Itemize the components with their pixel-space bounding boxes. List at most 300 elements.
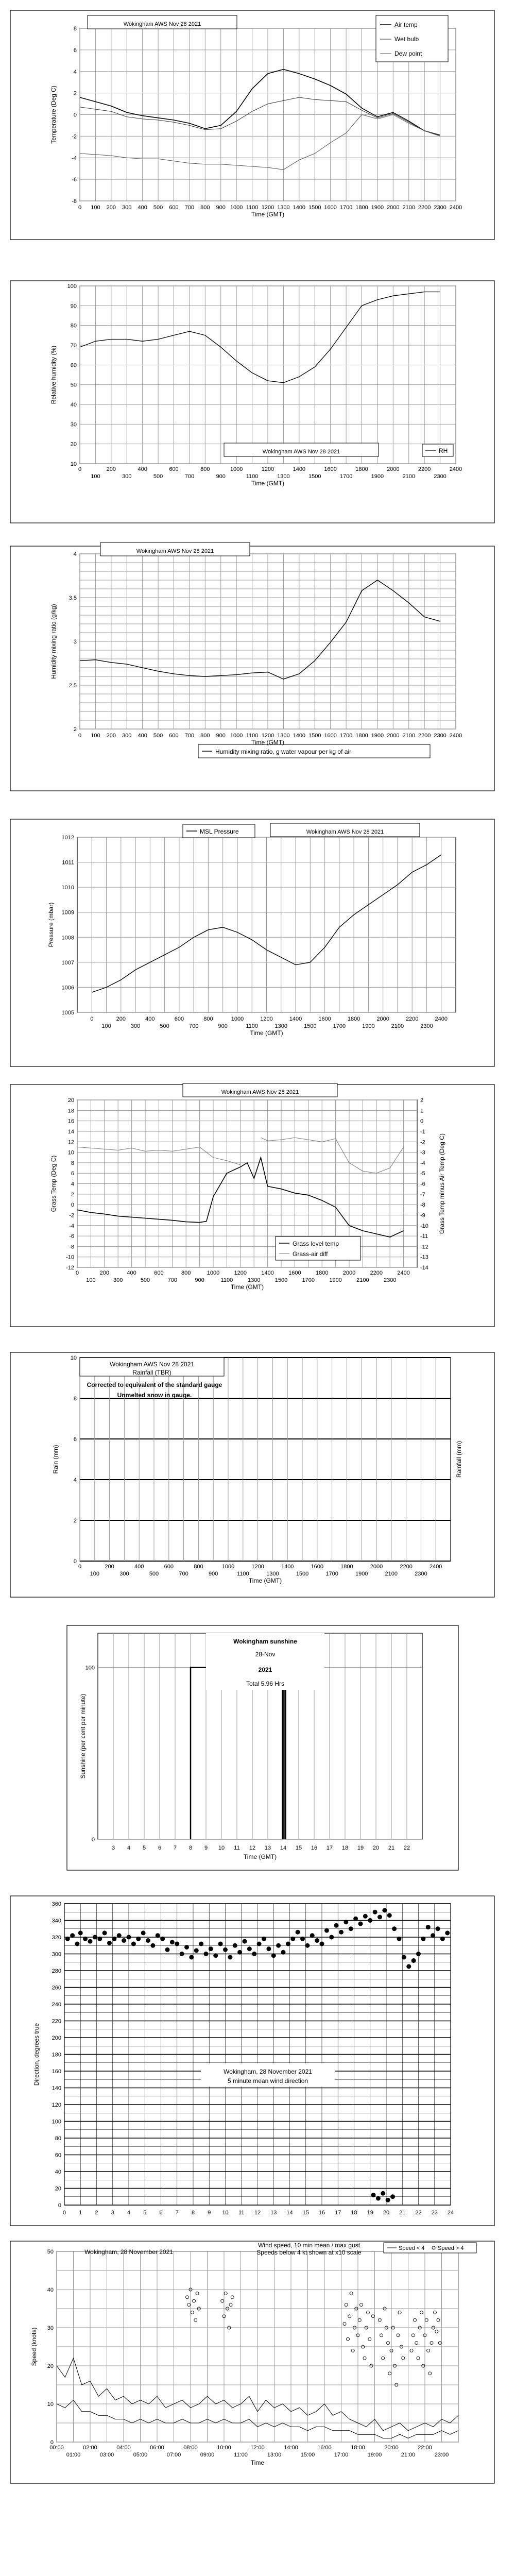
x-tick-label: 6 [158, 1845, 162, 1851]
direction-point [237, 1950, 242, 1955]
direction-point [349, 1926, 353, 1931]
humidity-chart [10, 281, 494, 523]
direction-point [363, 1914, 368, 1919]
x-tick-label: 2100 [356, 1277, 369, 1283]
x-tick-label: 2100 [402, 733, 415, 739]
y-tick-label: 100 [67, 283, 77, 290]
y-tick-label: 90 [70, 303, 77, 310]
y-right-tick-label: -3 [420, 1149, 425, 1156]
y-axis-label: Sunshine (per cent per minute) [79, 1693, 87, 1779]
x-tick-label: 800 [181, 1270, 191, 1276]
y-right-tick-label: 1 [420, 1108, 424, 1114]
x-tick-label: 1300 [277, 205, 290, 211]
y-tick-label: 14 [67, 1128, 74, 1135]
x-tick-label: 2400 [449, 466, 462, 472]
direction-point [329, 1935, 334, 1940]
x-tick-label: 2000 [376, 1016, 389, 1022]
direction-point [122, 1938, 126, 1943]
y-right-axis-label: Grass Temp minus Air Temp (Deg C) [438, 1133, 445, 1234]
x-tick-label: 700 [184, 473, 195, 480]
x-tick-label: 23 [431, 2210, 438, 2216]
x-tick-label: 1500 [304, 1023, 317, 1029]
x-tick-label: 300 [122, 733, 132, 739]
direction-point [436, 1926, 440, 1931]
x-tick-label: 1900 [371, 205, 384, 211]
x-tick-label: 1700 [325, 1571, 338, 1577]
y-tick-label: 8 [73, 1396, 77, 1402]
direction-point [117, 1933, 122, 1938]
x-tick-label: 1500 [308, 473, 321, 480]
direction-point [243, 1939, 247, 1944]
legend-label: Air temp [394, 21, 418, 28]
x-tick-label: 600 [154, 1270, 164, 1276]
direction-point [416, 1952, 421, 1956]
x-tick-label: 1 [79, 2210, 82, 2216]
x-tick-label: 1000 [231, 1016, 244, 1022]
direction-point [184, 1945, 189, 1950]
x-tick-label: 8 [191, 2210, 195, 2216]
x-tick-label: 21 [399, 2210, 406, 2216]
direction-point [88, 1939, 93, 1944]
x-tick-label: 1400 [261, 1270, 274, 1276]
x-tick-label: 200 [106, 466, 116, 472]
x-tick-label: 21 [388, 1845, 395, 1851]
direction-point [218, 1942, 223, 1946]
y-tick-label: -8 [72, 198, 77, 205]
x-tick-label: 14 [280, 1845, 287, 1851]
y-tick-label: 30 [70, 421, 77, 428]
direction-point [112, 1937, 116, 1941]
y-tick-label: 10 [67, 1149, 74, 1156]
y-tick-label: 300 [52, 1951, 61, 1958]
x-tick-label: 1300 [266, 1571, 279, 1577]
x-tick-label: 900 [216, 205, 226, 211]
x-tick-label: 16 [318, 2210, 325, 2216]
y-tick-label: 280 [52, 1968, 61, 1974]
direction-point [131, 1942, 136, 1946]
x-tick-label: 12 [254, 2210, 261, 2216]
x-tick-label: 5 [142, 1845, 146, 1851]
y-tick-label: -4 [69, 1223, 74, 1229]
y-tick-label: 2 [73, 726, 77, 733]
chart-title: Wokingham AWS Nov 28 2021 [123, 21, 201, 27]
x-tick-label: 14:00 [284, 2445, 298, 2451]
y-right-tick-label: -7 [420, 1191, 425, 1198]
x-tick-label: 1400 [293, 733, 306, 739]
y-tick-label: -8 [69, 1244, 74, 1250]
x-tick-label: 800 [200, 466, 210, 472]
x-tick-label: 07:00 [166, 2452, 181, 2458]
direction-point [440, 1937, 445, 1941]
x-tick-label: 8 [188, 1845, 193, 1851]
chart-title: Wokingham AWS Nov 28 2021 [136, 548, 214, 554]
x-tick-label: 900 [195, 1277, 204, 1283]
x-tick-label: 2400 [449, 205, 462, 211]
direction-point [266, 1946, 271, 1951]
x-tick-label: 2400 [429, 1564, 442, 1570]
x-tick-label: 600 [169, 466, 179, 472]
x-tick-label: 100 [90, 1571, 99, 1577]
direction-point [199, 1942, 203, 1946]
direction-point [431, 1933, 435, 1938]
x-tick-label: 14 [286, 2210, 293, 2216]
y-tick-label: 12 [67, 1139, 74, 1146]
direction-point [136, 1937, 141, 1941]
chart-title: Wokingham AWS Nov 28 2021 [262, 449, 340, 455]
y-tick-label: 0 [73, 1558, 77, 1565]
x-tick-label: 0 [62, 2210, 66, 2216]
direction-point [233, 1943, 237, 1948]
x-tick-label: 100 [91, 473, 100, 480]
x-tick-label: 19 [367, 2210, 373, 2216]
direction-point [257, 1942, 262, 1946]
x-tick-label: 900 [216, 733, 226, 739]
y-right-tick-label: -8 [420, 1202, 425, 1209]
x-tick-label: 400 [138, 466, 147, 472]
x-tick-label: 2000 [387, 733, 400, 739]
y-axis-label: Rain (mm) [52, 1445, 59, 1474]
x-tick-label: 17:00 [334, 2452, 349, 2458]
x-tick-label: 2400 [435, 1016, 448, 1022]
legend-label: MSL Pressure [200, 828, 239, 835]
x-tick-label: 16 [311, 1845, 318, 1851]
direction-point [387, 1913, 392, 1918]
y-tick-label: 200 [52, 2035, 61, 2041]
x-tick-label: 12 [249, 1845, 256, 1851]
direction-point [377, 1915, 382, 1920]
y-axis-label: Direction, degrees true [33, 2023, 40, 2086]
y-tick-label: 0 [58, 2202, 61, 2209]
x-axis-label: Time (GMT) [243, 1853, 277, 1860]
direction-point [445, 1930, 450, 1935]
y-tick-label: -12 [66, 1265, 74, 1271]
y-tick-label: 1011 [62, 859, 74, 866]
x-tick-label: 20 [372, 1845, 380, 1851]
y-tick-label: 30 [47, 2325, 54, 2331]
direction-point [271, 1953, 276, 1958]
y-tick-label: 2 [73, 1518, 77, 1524]
x-tick-label: 22 [403, 1845, 410, 1851]
direction-point [353, 1917, 358, 1921]
x-tick-label: 2300 [434, 733, 447, 739]
direction-point [296, 1930, 300, 1935]
x-tick-label: 2400 [449, 733, 462, 739]
x-tick-label: 200 [99, 1270, 109, 1276]
x-tick-label: 600 [169, 733, 179, 739]
y-tick-label: -6 [72, 177, 77, 183]
y-right-tick-label: -1 [420, 1128, 425, 1135]
x-tick-label: 7 [175, 2210, 179, 2216]
x-tick-label: 2000 [342, 1270, 356, 1276]
x-tick-label: 1500 [308, 733, 321, 739]
direction-point [392, 1926, 397, 1931]
x-axis-label: Time (GMT) [251, 739, 285, 746]
x-axis-label: Time [250, 2459, 265, 2466]
direction-point [213, 1953, 218, 1958]
x-tick-label: 100 [101, 1023, 111, 1029]
y-tick-label: 20 [70, 441, 77, 448]
x-tick-label: 10:00 [217, 2445, 231, 2451]
rain-note: Corrected to equivalent of the standard gauge [87, 1381, 222, 1388]
y-tick-label: -10 [66, 1254, 74, 1261]
y-tick-label: 1008 [61, 935, 74, 941]
x-tick-label: 2100 [385, 1571, 398, 1577]
y-tick-label: 6 [71, 1171, 74, 1177]
y-tick-label: 4 [73, 69, 77, 75]
y-tick-label: 2 [71, 1191, 74, 1198]
x-tick-label: 1100 [246, 1023, 259, 1029]
x-tick-label: 1500 [308, 205, 321, 211]
x-tick-label: 20 [383, 2210, 390, 2216]
direction-point [382, 1908, 387, 1913]
x-tick-label: 700 [184, 733, 195, 739]
direction-point [381, 2191, 385, 2196]
x-tick-label: 1400 [289, 1016, 302, 1022]
x-tick-label: 500 [153, 733, 163, 739]
direction-point [344, 1920, 348, 1924]
x-tick-label: 11 [238, 2210, 245, 2216]
legend-label: Grass-air diff [293, 1250, 328, 1258]
x-tick-label: 300 [122, 205, 132, 211]
x-tick-label: 700 [184, 205, 195, 211]
y-tick-label: 16 [67, 1118, 74, 1125]
x-tick-label: 1900 [371, 473, 384, 480]
legend-label: Wet bulb [394, 36, 419, 43]
y-right-tick-label: -2 [420, 1139, 425, 1146]
direction-point [276, 1943, 281, 1948]
x-tick-label: 1200 [261, 466, 274, 472]
x-tick-label: 1100 [220, 1277, 233, 1283]
x-tick-label: 1200 [261, 205, 274, 211]
y-tick-label: -6 [69, 1233, 74, 1240]
direction-point [78, 1930, 83, 1935]
direction-point [165, 1947, 170, 1952]
x-tick-label: 2000 [370, 1564, 383, 1570]
x-tick-label: 800 [194, 1564, 203, 1570]
x-tick-label: 1800 [355, 205, 368, 211]
y-tick-label: 140 [52, 2085, 61, 2092]
chart-subtitle: 5 minute mean wind direction [227, 2077, 308, 2084]
x-tick-label: 1800 [340, 1564, 353, 1570]
x-tick-label: 17 [335, 2210, 341, 2216]
direction-point [334, 1923, 339, 1928]
x-tick-label: 1400 [293, 205, 306, 211]
y-tick-label: 20 [47, 2363, 54, 2369]
y-axis-label: Speed (knots) [30, 2327, 38, 2366]
x-tick-label: 18 [341, 1845, 349, 1851]
x-tick-label: 1600 [324, 205, 337, 211]
x-tick-label: 1300 [277, 473, 290, 480]
y-tick-label: 180 [52, 2052, 61, 2058]
x-tick-label: 19:00 [367, 2452, 382, 2458]
direction-point [386, 2198, 390, 2202]
x-tick-label: 600 [169, 205, 179, 211]
direction-point [339, 1930, 344, 1935]
x-tick-label: 600 [164, 1564, 174, 1570]
x-tick-label: 1000 [207, 1270, 220, 1276]
x-tick-label: 13:00 [267, 2452, 282, 2458]
y-right-tick-label: 2 [420, 1097, 424, 1104]
direction-point [180, 1952, 184, 1956]
x-tick-label: 16:00 [317, 2445, 332, 2451]
y-right-tick-label: -6 [420, 1181, 425, 1188]
x-tick-label: 10 [222, 2210, 229, 2216]
direction-point [65, 1937, 70, 1941]
x-tick-label: 1600 [288, 1270, 301, 1276]
x-tick-label: 300 [113, 1277, 123, 1283]
y-tick-label: 260 [52, 1985, 61, 1991]
x-tick-label: 1700 [339, 733, 353, 739]
y-tick-label: -2 [72, 133, 77, 140]
x-tick-label: 100 [91, 733, 100, 739]
direction-point [281, 1950, 286, 1955]
x-tick-label: 15 [302, 2210, 309, 2216]
y-tick-label: 20 [55, 2185, 61, 2192]
sunshine-chart [67, 1625, 458, 1870]
x-tick-label: 400 [127, 1270, 136, 1276]
direction-point [315, 1938, 319, 1943]
x-tick-label: 200 [116, 1016, 126, 1022]
y-tick-label: -4 [72, 155, 77, 162]
x-tick-label: 15 [295, 1845, 302, 1851]
y-tick-label: 4 [73, 551, 77, 557]
x-tick-label: 1100 [246, 205, 259, 211]
y-tick-label: 320 [52, 1935, 61, 1941]
x-tick-label: 1800 [315, 1270, 329, 1276]
x-tick-label: 1100 [246, 733, 259, 739]
direction-point [368, 1918, 372, 1923]
y-tick-label: 240 [52, 2002, 61, 2008]
x-tick-label: 0 [90, 1016, 94, 1022]
x-tick-label: 2100 [402, 205, 415, 211]
direction-point [310, 1933, 315, 1938]
direction-point [376, 2196, 381, 2201]
x-tick-label: 2000 [387, 466, 400, 472]
x-tick-label: 200 [106, 205, 116, 211]
x-tick-label: 400 [134, 1564, 144, 1570]
x-tick-label: 2300 [383, 1277, 397, 1283]
y-tick-label: 50 [70, 382, 77, 388]
chart-title: Wokingham sunshine [233, 1638, 297, 1645]
x-tick-label: 1000 [230, 466, 243, 472]
chart-subtitle: Rainfall (TBR) [132, 1369, 171, 1376]
x-tick-label: 1600 [318, 1016, 331, 1022]
y-tick-label: 3 [73, 639, 77, 645]
direction-point [324, 1928, 329, 1933]
y-tick-label: 2.5 [68, 683, 77, 689]
chart-title: Wokingham AWS Nov 28 2021 [306, 829, 384, 835]
x-tick-label: 2100 [402, 473, 415, 480]
direction-point [141, 1930, 146, 1935]
y-axis-label: Relative humidity (%) [50, 345, 57, 404]
chart-title: Wokingham, 28 November 2021 [84, 2248, 173, 2256]
chart-subtitle: Speeds below 4 kt shown at x10 scale [256, 2249, 362, 2256]
x-tick-label: 200 [105, 1564, 114, 1570]
x-tick-label: 13 [264, 1845, 271, 1851]
y-tick-label: 6 [73, 47, 77, 54]
x-tick-label: 2200 [405, 1016, 419, 1022]
x-tick-label: 1900 [362, 1023, 375, 1029]
direction-point [373, 1910, 377, 1914]
x-tick-label: 1300 [274, 1023, 288, 1029]
x-tick-label: 1600 [324, 466, 337, 472]
x-tick-label: 11 [234, 1845, 240, 1851]
x-tick-label: 300 [119, 1571, 129, 1577]
y-tick-label: 4 [71, 1181, 74, 1188]
x-tick-label: 1300 [277, 733, 290, 739]
direction-point [406, 1964, 411, 1969]
x-tick-label: 9 [204, 1845, 208, 1851]
x-tick-label: 5 [143, 2210, 147, 2216]
x-tick-label: 700 [167, 1277, 177, 1283]
x-tick-label: 1800 [355, 733, 368, 739]
x-tick-label: 900 [209, 1571, 218, 1577]
x-tick-label: 1000 [230, 733, 243, 739]
y-right-tick-label: -10 [420, 1223, 428, 1229]
legend-label: Speed > 4 [438, 2245, 464, 2251]
x-tick-label: 1900 [329, 1277, 342, 1283]
y-tick-label: 1010 [61, 885, 74, 891]
x-tick-label: 0 [78, 1564, 82, 1570]
x-tick-label: 100 [86, 1277, 96, 1283]
y-tick-label: 1007 [61, 959, 74, 966]
direction-point [189, 1955, 194, 1960]
y-tick-label: 20 [67, 1097, 74, 1104]
direction-point [262, 1937, 266, 1941]
x-axis-label: Time (GMT) [230, 1283, 264, 1291]
chart-subtitle: Wind speed, 10 min mean / max gust [258, 2242, 360, 2249]
x-tick-label: 3 [111, 2210, 114, 2216]
y-axis-label: Grass Temp (Deg C) [50, 1155, 57, 1212]
direction-point [305, 1943, 310, 1948]
x-tick-label: 700 [188, 1023, 199, 1029]
direction-point [83, 1937, 88, 1941]
x-tick-label: 1100 [236, 1571, 249, 1577]
chart-date: 28-Nov [255, 1651, 276, 1658]
x-tick-label: 22 [415, 2210, 422, 2216]
x-tick-label: 1500 [274, 1277, 288, 1283]
x-tick-label: 1700 [339, 205, 353, 211]
y-tick-label: 8 [73, 26, 77, 32]
x-tick-label: 0 [78, 466, 82, 472]
x-tick-label: 500 [149, 1571, 159, 1577]
y-tick-label: 40 [70, 402, 77, 408]
x-tick-label: 20:00 [384, 2445, 399, 2451]
x-tick-label: 1300 [247, 1277, 261, 1283]
x-tick-label: 22:00 [418, 2445, 432, 2451]
x-tick-label: 1200 [234, 1270, 247, 1276]
x-tick-label: 1500 [296, 1571, 309, 1577]
x-tick-label: 0 [78, 205, 82, 211]
x-tick-label: 800 [200, 733, 210, 739]
y-tick-label: 1005 [61, 1010, 74, 1016]
x-tick-label: 2300 [434, 473, 447, 480]
x-tick-label: 1000 [230, 205, 243, 211]
x-tick-label: 300 [122, 473, 132, 480]
y-tick-label: 2 [73, 90, 77, 97]
y-right-tick-label: -11 [420, 1233, 428, 1240]
x-tick-label: 800 [200, 205, 210, 211]
x-tick-label: 200 [106, 733, 116, 739]
x-tick-label: 500 [153, 205, 163, 211]
x-tick-label: 500 [140, 1277, 150, 1283]
y-tick-label: 10 [70, 461, 77, 467]
x-tick-label: 15:00 [300, 2452, 315, 2458]
chart-title: Wokingham, 28 November 2021 [224, 2068, 312, 2075]
y-right-tick-label: -13 [420, 1254, 428, 1261]
x-tick-label: 1900 [371, 733, 384, 739]
y-tick-label: 1009 [61, 909, 74, 916]
